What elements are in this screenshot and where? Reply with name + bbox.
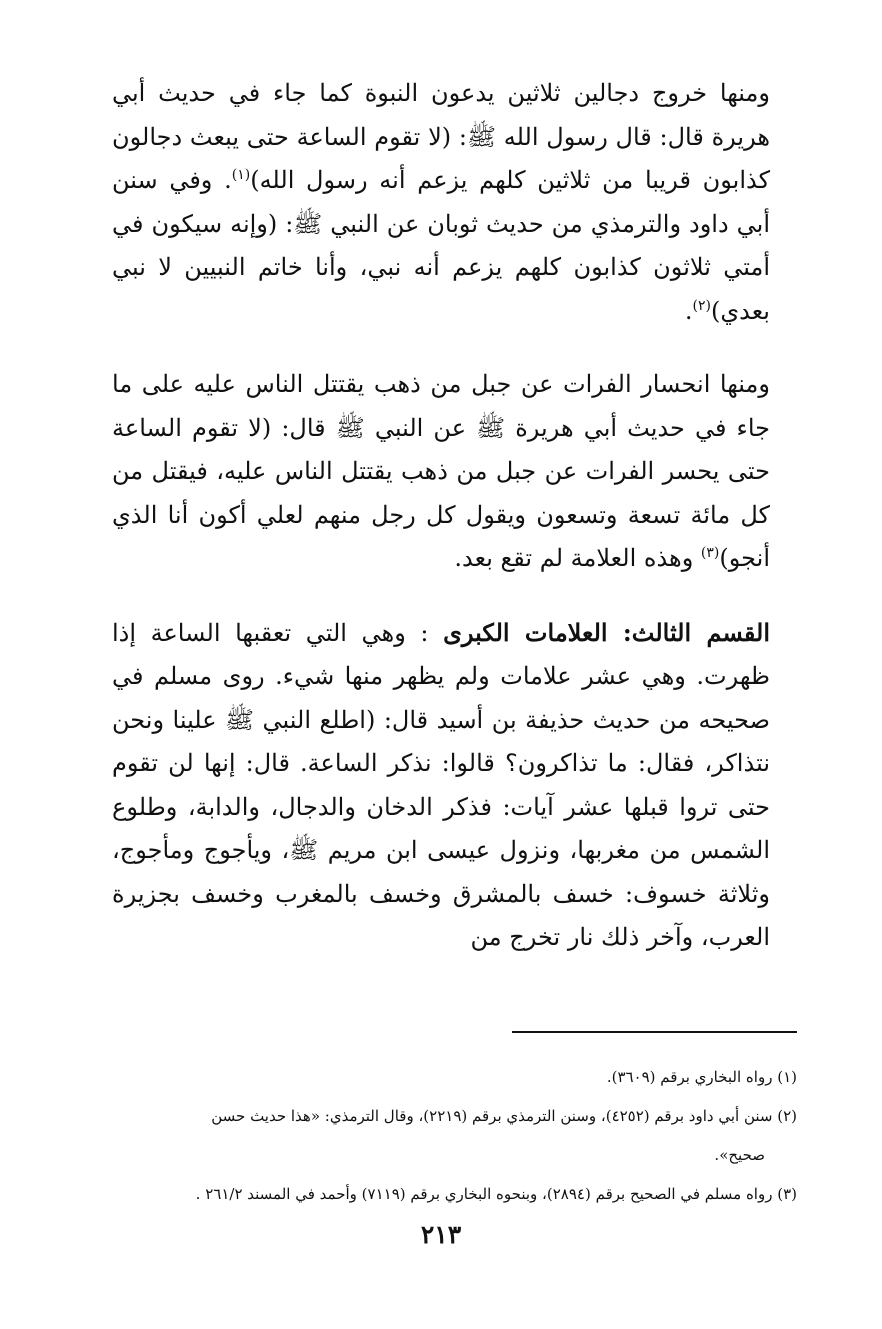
footnote-separator (512, 1031, 797, 1033)
footnote-text: (٢) سنن أبي داود برقم (٤٢٥٢)، وسنن الترمذي برقم (٢٢١٩)، وقال الترمذي: «هذا حديث حسن (211, 1107, 797, 1125)
paragraph-false-prophets (112, 72, 770, 333)
page-number: ٢١٣ (420, 1220, 462, 1249)
section-heading: القسم الثالث: العلامات الكبرى (443, 617, 770, 647)
page-body (112, 72, 770, 990)
footnote-2 (140, 1097, 797, 1175)
footnotes (140, 1058, 797, 1214)
footnote-ref-2[interactable]: (٢) (692, 297, 711, 314)
footnote-continuation: صحيح». (714, 1146, 765, 1164)
paragraph-major-signs (112, 611, 770, 960)
footnote-text: (١) رواه البخاري برقم (٣٦٠٩). (606, 1068, 797, 1086)
footnote-ref-1[interactable]: (١) (231, 167, 251, 183)
footnote-3 (140, 1175, 797, 1214)
paragraph-text: ومنها انحسار الفرات عن جبل من ذهب يقتتل الناس عليه على ما جاء في حديث أبي هريرة ﷺ عن النبي ﷺ قال: (لا تقوم الساعة حتى يحسر الفرات عن جبل من ذهب يقتتل الناس عليه، فيقتل من كل مائة تسعة وتسعون ويقول كل رجل منهم لعلي أكون أنا الذي أنجو) (112, 370, 770, 572)
paragraph-text: . وفي سنن أبي داود والترمذي من حديث ثوبان عن النبي ﷺ: (وإنه سيكون في أمتي ثلاثون كذابون كلهم يزعم أنه نبي، وأنا خاتم النبيين لا نبي بعدي) (112, 166, 770, 325)
footnote-1 (140, 1058, 797, 1097)
paragraph-text: ومنها خروج دجالين ثلاثين يدعون النبوة كما جاء في حديث أبي هريرة قال: قال رسول الله ﷺ: (لا تقوم الساعة حتى يبعث دجالون كذابون قريبا من ثلاثين كلهم يزعم أنه رسول الله) (112, 79, 771, 194)
footnote-ref-3[interactable]: (٣) (700, 545, 720, 561)
footnote-text: (٣) رواه مسلم في الصحيح برقم (٢٨٩٤)، وبنحوه البخاري برقم (٧١١٩) وأحمد في المسند ٢٦١/٢ . (195, 1185, 797, 1203)
paragraph-euphrates (112, 363, 770, 581)
paragraph-text: وهذه العلامة لم تقع بعد. (454, 544, 701, 572)
paragraph-text: . (684, 296, 693, 325)
paragraph-text: : وهي التي تعقبها الساعة إذا ظهرت. وهي عشر علامات ولم يظهر منها شيء. روى مسلم في صحيحه من حديث حذيفة بن أسيد قال: (اطلع النبي ﷺ علينا ونحن نتذاكر، فقال: ما تذاكرون؟ قالوا: نذكر الساعة. قال: إنها لن تقوم حتى تروا قبلها عشر آيات: فذكر الدخان والدجال، والدابة، وطلوع الشمس من مغربها، ونزول عيسى ابن مريم ﷺ، ويأجوج ومأجوج، وثلاثة خسوف: خسف بالمشرق وخسف بالمغرب وخسف بجزيرة العرب، وآخر ذلك نار تخرج من (112, 618, 771, 951)
